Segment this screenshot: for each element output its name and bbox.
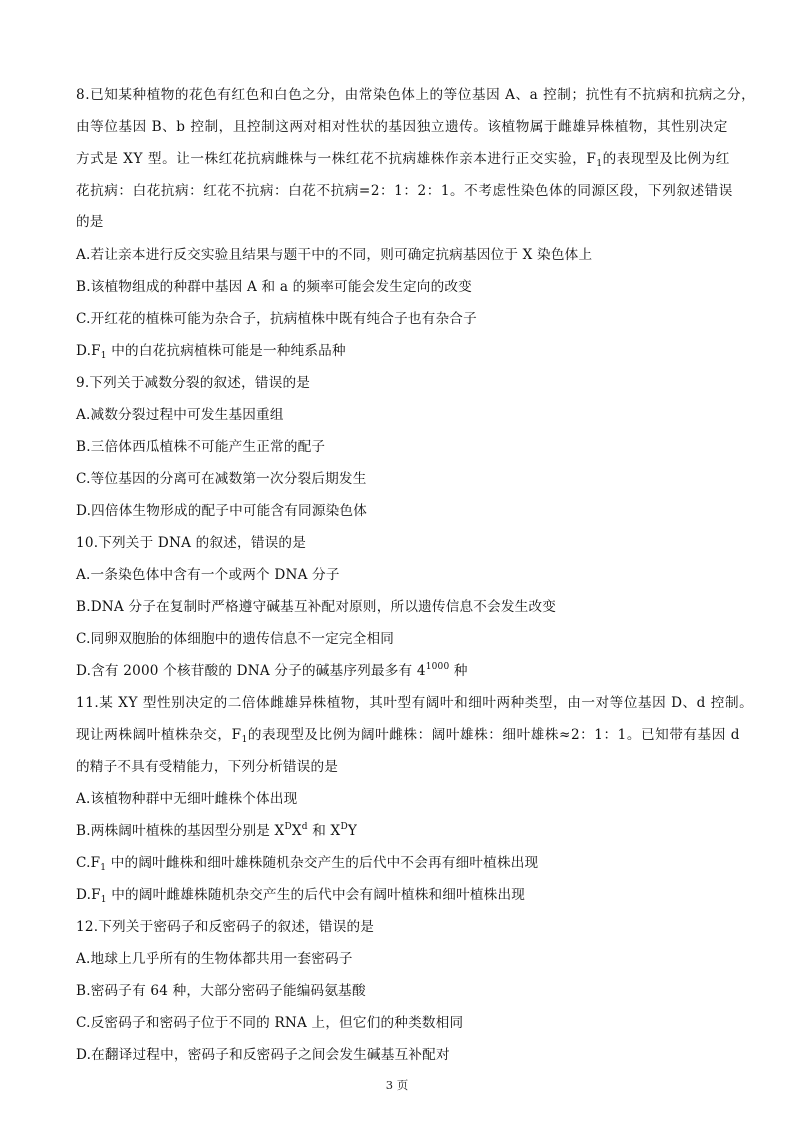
q9-option-a: A.减数分裂过程中可发生基因重组 bbox=[76, 407, 284, 423]
q8-option-c: C.开红花的植株可能为杂合子，抗病植株中既有纯合子也有杂合子 bbox=[76, 311, 477, 327]
allele-superscript: d bbox=[301, 822, 308, 832]
allele-superscript: D bbox=[340, 822, 348, 832]
q8-option-d-text: 中的白花抗病植株可能是一种纯系品种 bbox=[106, 343, 346, 359]
q10-option-b: B.DNA 分子在复制时严格遵守碱基互补配对原则，所以遗传信息不会发生改变 bbox=[76, 599, 557, 615]
q12-option-b: B.密码子有 64 种，大部分密码子能编码氨基酸 bbox=[76, 983, 366, 999]
q10-option-d bbox=[76, 662, 724, 680]
q9-option-c: C.等位基因的分离可在减数第一次分裂后期发生 bbox=[76, 471, 367, 487]
q11-option-b-x: X bbox=[291, 823, 302, 839]
q8-stem-line-3-text: 方式是 XY 型。让一株红花抗病雌株与一株红花不抗病雄株作亲本进行正交实验，F bbox=[76, 151, 597, 167]
f1-subscript: 1 bbox=[100, 895, 107, 905]
q8-stem-line-1: 8.已知某种植物的花色有红色和白色之分，由常染色体上的等位基因 A、a 控制；抗性有不抗病和抗病之分， bbox=[76, 87, 756, 103]
q11-option-d-prefix: D.F bbox=[76, 887, 101, 903]
f1-subscript: 1 bbox=[100, 863, 107, 873]
q9-stem: 9.下列关于减数分裂的叙述，错误的是 bbox=[76, 375, 311, 391]
q8-option-a: A.若让亲本进行反交实验且结果与题干中的不同，则可确定抗病基因位于 X 染色体上 bbox=[76, 247, 593, 263]
allele-superscript: D bbox=[284, 822, 292, 832]
q8-option-d bbox=[76, 342, 724, 360]
q8-stem-line-3-text-b: 的表现型及比例为红 bbox=[602, 151, 730, 167]
q11-option-b bbox=[76, 822, 724, 840]
q8-option-d-prefix: D.F bbox=[76, 343, 101, 359]
f1-subscript: 1 bbox=[241, 735, 248, 745]
q11-option-d bbox=[76, 886, 724, 904]
q11-stem-line-1: 11.某 XY 型性别决定的二倍体雌雄异株植物，其叶型有阔叶和细叶两种类型，由一对等位基因 D、d 控制。 bbox=[76, 695, 754, 711]
q11-option-b-and: 和 X bbox=[307, 823, 341, 839]
q8-stem-line-4: 花抗病：白花抗病：红花不抗病：白花不抗病=2：1：2：1。不考虑性染色体的同源区段，下列叙述错误 bbox=[76, 183, 733, 199]
q11-stem-line-2-text: 现让两株阔叶植株杂交，F bbox=[76, 727, 242, 743]
q11-option-a: A.该植物种群中无细叶雌株个体出现 bbox=[76, 791, 298, 807]
q11-stem-line-3: 的精子不具有受精能力，下列分析错误的是 bbox=[76, 759, 339, 775]
q9-option-b: B.三倍体西瓜植株不可能产生正常的配子 bbox=[76, 439, 326, 455]
q11-option-c bbox=[76, 854, 724, 872]
q9-option-d: D.四倍体生物形成的配子中可能含有同源染色体 bbox=[76, 503, 368, 519]
q12-option-a: A.地球上几乎所有的生物体都共用一套密码子 bbox=[76, 951, 353, 967]
q10-option-d-suffix: 种 bbox=[449, 663, 468, 679]
q11-option-b-y: Y bbox=[347, 823, 358, 839]
page-number: 3 页 bbox=[385, 1078, 409, 1092]
f1-subscript: 1 bbox=[100, 351, 107, 361]
q8-stem-line-3 bbox=[76, 150, 730, 169]
q11-option-c-text: 中的阔叶雌株和细叶雄株随机杂交产生的后代中不会再有细叶植株出现 bbox=[106, 855, 539, 871]
q12-option-c: C.反密码子和密码子位于不同的 RNA 上，但它们的种类数相同 bbox=[76, 1015, 464, 1031]
q11-option-c-prefix: C.F bbox=[76, 855, 101, 871]
exponent-superscript: 1000 bbox=[425, 662, 450, 672]
q10-option-d-text: D.含有 2000 个核苷酸的 DNA 分子的碱基序列最多有 4 bbox=[76, 663, 426, 679]
q8-stem-line-5: 的是 bbox=[76, 214, 104, 230]
q12-option-d: D.在翻译过程中，密码子和反密码子之间会发生碱基互补配对 bbox=[76, 1047, 450, 1063]
q8-stem-line-2: 由等位基因 B、b 控制，且控制这两对相对性状的基因独立遗传。该植物属于雌雄异株植物，其性别决定 bbox=[76, 119, 728, 135]
q12-stem: 12.下列关于密码子和反密码子的叙述，错误的是 bbox=[76, 919, 375, 935]
q11-option-b-text: B.两株阔叶植株的基因型分别是 X bbox=[76, 823, 285, 839]
q10-option-a: A.一条染色体中含有一个或两个 DNA 分子 bbox=[76, 567, 340, 583]
q10-stem: 10.下列关于 DNA 的叙述，错误的是 bbox=[76, 535, 306, 551]
q11-stem-line-2-text-b: 的表现型及比例为阔叶雌株：阔叶雄株：细叶雄株≈2：1：1。已知带有基因 d bbox=[247, 727, 740, 743]
q11-option-d-text: 中的阔叶雌雄株随机杂交产生的后代中会有阔叶植株和细叶植株出现 bbox=[106, 887, 526, 903]
f1-subscript: 1 bbox=[596, 159, 603, 169]
q11-stem-line-2 bbox=[76, 726, 740, 745]
q8-option-b: B.该植物组成的种群中基因 A 和 a 的频率可能会发生定向的改变 bbox=[76, 279, 472, 295]
q10-option-c: C.同卵双胞胎的体细胞中的遗传信息不一定完全相同 bbox=[76, 631, 395, 647]
